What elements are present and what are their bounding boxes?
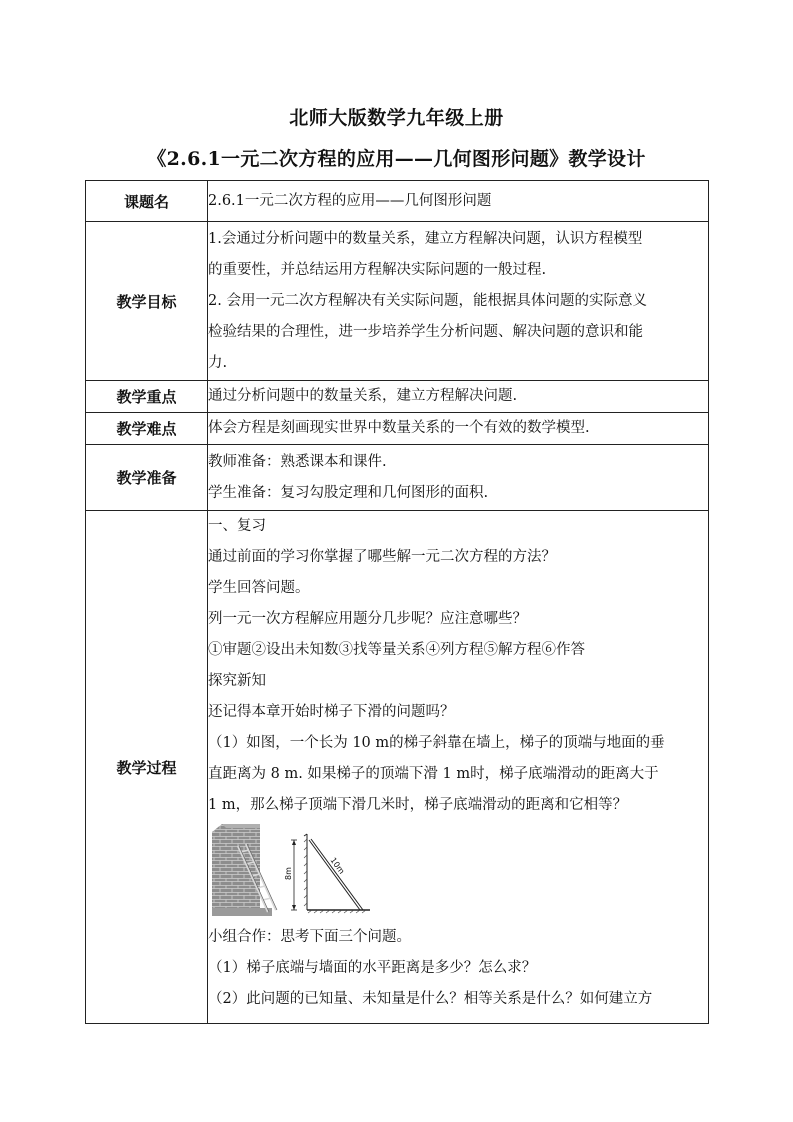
goals-line: 1.会通过分析问题中的数量关系，建立方程解决问题，认识方程模型 xyxy=(208,230,643,247)
label-topic: 课题名 xyxy=(86,181,208,222)
label-difficulties: 教学难点 xyxy=(86,413,208,445)
process-line: ①审题②设出未知数③找等量关系④列方程⑤解方程⑥作答 xyxy=(208,642,585,658)
ladder-figure xyxy=(208,822,708,922)
row-topic xyxy=(86,181,709,222)
row-difficulties xyxy=(86,413,709,445)
value-topic: 2.6.1一元二次方程的应用——几何图形问题 xyxy=(208,181,709,222)
row-process xyxy=(86,511,709,1024)
problem-line: 1 m，那么梯子顶端下滑几米时，梯子底端滑动的距离和它相等？ xyxy=(208,797,628,813)
process-line: 列一元一次方程解应用题分几步呢？应注意哪些？ xyxy=(208,611,527,627)
label-process: 教学过程 xyxy=(86,511,208,1024)
process-line: 探究新知 xyxy=(208,673,266,689)
value-key-points: 通过分析问题中的数量关系，建立方程解决问题. xyxy=(208,381,709,413)
label-preparation: 教学准备 xyxy=(86,445,208,511)
goals-line: 的重要性，并总结运用方程解决实际问题的一般过程. xyxy=(208,261,547,278)
label-key-points: 教学重点 xyxy=(86,381,208,413)
process-line: 一、复习 xyxy=(208,518,266,534)
teacher-prep: 教师准备：熟悉课本和课件. xyxy=(208,453,387,470)
value-process xyxy=(208,511,709,1024)
document-subtitle: 《2.6.1一元二次方程的应用——几何图形问题》教学设计 xyxy=(147,148,646,170)
after-line: 小组合作：思考下面三个问题。 xyxy=(208,929,411,945)
problem-line: （1）如图，一个长为 10 m的梯子斜靠在墙上，梯子的顶端与地面的垂 xyxy=(208,735,665,751)
value-goals xyxy=(208,222,709,381)
label-goals: 教学目标 xyxy=(86,222,208,381)
triangle-diagram xyxy=(284,834,370,913)
label-8m: 8m xyxy=(284,867,293,880)
ladder-illustration xyxy=(208,822,378,922)
row-preparation xyxy=(86,445,709,511)
goals-line: 2. 会用一元二次方程解决有关实际问题，能根据具体问题的实际意义 xyxy=(208,292,647,309)
student-prep: 学生准备：复习勾股定理和几何图形的面积. xyxy=(208,484,489,501)
row-goals xyxy=(86,222,709,381)
after-line: （1）梯子底端与墙面的水平距离是多少？怎么求？ xyxy=(208,960,537,976)
document-title: 北师大版数学九年级上册 xyxy=(289,107,504,129)
process-line: 还记得本章开始时梯子下滑的问题吗？ xyxy=(208,704,455,720)
process-line: 通过前面的学习你掌握了哪些解一元二次方程的方法？ xyxy=(208,549,556,565)
label-10m: 10m xyxy=(328,855,347,876)
row-key-points xyxy=(86,381,709,413)
goals-line: 检验结果的合理性，进一步培养学生分析问题、解决问题的意识和能 xyxy=(208,323,643,340)
after-line: （2）此问题的已知量、未知量是什么？相等关系是什么？如何建立方 xyxy=(208,991,653,1007)
problem-line: 直距离为 8 m. 如果梯子的顶端下滑 1 m时，梯子底端滑动的距离大于 xyxy=(208,766,659,782)
process-line: 学生回答问题。 xyxy=(208,580,310,596)
lesson-plan-table xyxy=(85,180,709,1024)
value-difficulties: 体会方程是刻画现实世界中数量关系的一个有效的数学模型. xyxy=(208,413,709,445)
value-preparation xyxy=(208,445,709,511)
goals-line: 力. xyxy=(208,354,228,371)
brick-wall xyxy=(212,824,260,908)
